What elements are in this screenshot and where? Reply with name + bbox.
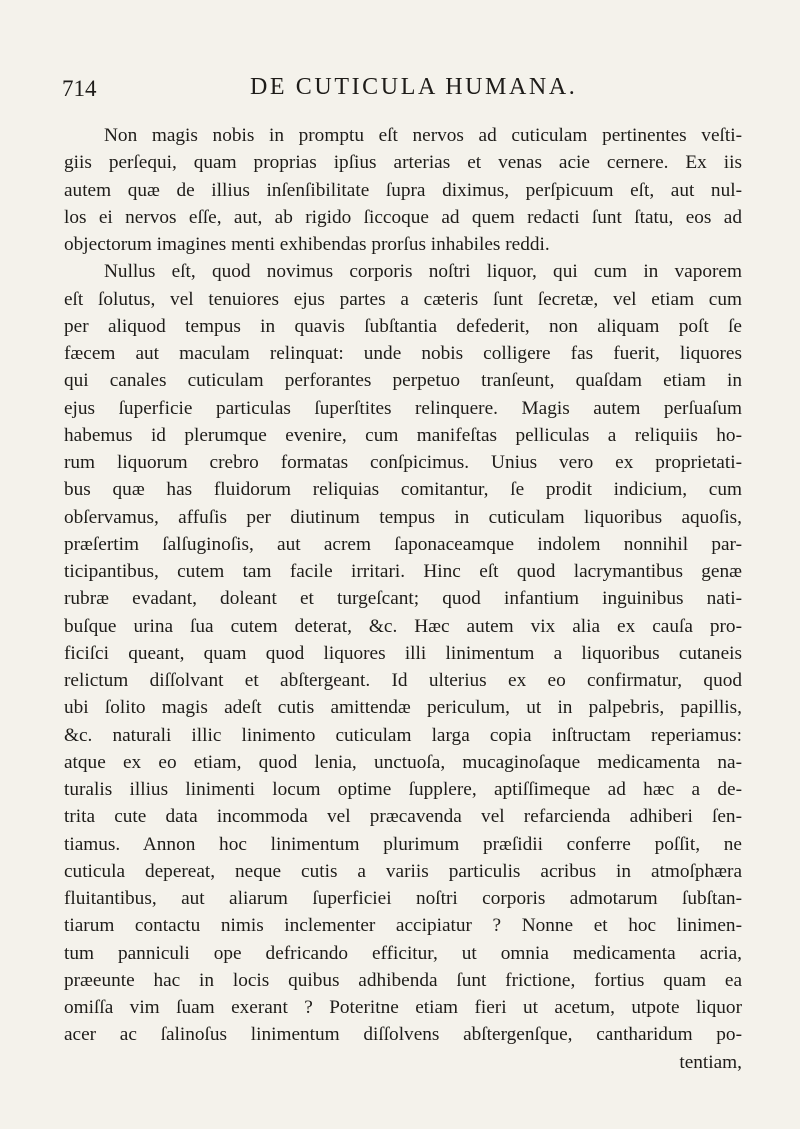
- text-line: objectorum imagines menti exhibendas prorſus inhabiles reddi.: [64, 234, 550, 255]
- text-line: ejus ſuperficie particulas ſuperſtites relinquere. Magis autem perſuaſum: [64, 397, 742, 419]
- text-line: omiſſa vim ſuam exerant ? Poteritne etiam fieri ut acetum, utpote liquor: [64, 997, 742, 1018]
- text-line: acer ac ſalinoſus linimentum diſſolvens abſtergenſque, cantharidum po-: [64, 1024, 742, 1046]
- text-line: Nullus eſt, quod novimus corporis noſtri liquor, qui cum in vaporem: [104, 261, 742, 283]
- text-line: rum liquorum crebro formatas conſpicimus. Unius vero ex proprietati-: [64, 452, 742, 473]
- text-line: autem quæ de illius inſenſibilitate ſupra diximus, perſpicuum eſt, aut nul-: [64, 179, 742, 201]
- text-line: &c. naturali illic linimento cuticulam larga copia inſtructam reperiamus:: [64, 724, 742, 746]
- catchword-line: tentiam,: [679, 1051, 742, 1073]
- text-line: bus quæ has fluidorum reliquias comitantur, ſe prodit indicium, cum: [64, 479, 742, 501]
- running-head: [62, 74, 742, 110]
- body-text: [64, 122, 742, 1076]
- text-line: ubi ſolito magis adeſt cutis amittendæ periculum, ut in palpebris, papillis,: [64, 697, 742, 719]
- text-line: giis perſequi, quam proprias ipſius arterias et venas acie cernere. Ex iis: [64, 152, 742, 174]
- text-line: fluitantibus, aut aliarum ſuperficiei noſtri corporis admotarum ſubſtan-: [64, 888, 742, 909]
- text-line: per aliquod tempus in quavis ſubſtantia defederit, non aliquam poſt ſe: [64, 315, 742, 337]
- text-line: trita cute data incommoda vel præcavenda vel refarcienda adhiberi ſen-: [64, 806, 742, 828]
- text-line: præſertim ſalſuginoſis, aut acrem ſaponaceamque indolem nonnihil par-: [64, 533, 742, 555]
- text-line: qui canales cuticulam perforantes perpetuo tranſeunt, quaſdam etiam in: [64, 370, 742, 392]
- text-line: rubræ evadant, doleant et turgeſcant; quod infantium inguinibus nati-: [64, 588, 742, 610]
- text-line: tiamus. Annon hoc linimentum plurimum præſidii conferre poſſit, ne: [64, 833, 742, 855]
- text-line: obſervamus, affuſis per diutinum tempus in cuticulam liquoribus aquoſis,: [64, 506, 742, 528]
- text-line: ticipantibus, cutem tam facile irritari. Hinc eſt quod lacrymantibus genæ: [64, 561, 742, 582]
- text-line: los ei nervos eſſe, aut, ab rigido ſiccoque ad quem redacti ſunt ſtatu, eos ad: [64, 206, 742, 228]
- running-head-title: DE CUTICULA HUMANA.: [250, 74, 578, 100]
- text-line: eſt ſolutus, vel tenuiores ejus partes a cæteris ſunt ſecretæ, vel etiam cum: [64, 288, 742, 310]
- text-line: fæcem aut maculam relinquat: unde nobis colligere fas fuerit, liquores: [64, 343, 742, 364]
- text-line: habemus id plerumque evenire, cum manifeſtas pelliculas a reliquiis ho-: [64, 424, 742, 446]
- text-line: atque ex eo etiam, quod lenia, unctuoſa, mucaginoſaque medicamenta na-: [64, 751, 742, 773]
- text-line: præeunte hac in locis quibus adhibenda ſunt frictione, fortius quam ea: [64, 969, 742, 991]
- page-number: 714: [62, 76, 97, 101]
- text-line: ficiſci queant, quam quod liquores illi linimentum a liquoribus cutaneis: [64, 642, 742, 664]
- text-line: Non magis nobis in promptu eſt nervos ad cuticulam pertinentes veſti-: [104, 125, 742, 146]
- text-line: tum panniculi ope defricando efficitur, ut omnia medicamenta acria,: [64, 942, 742, 964]
- text-line: relictum diſſolvant et abſtergeant. Id ulterius ex eo confirmatur, quod: [64, 670, 742, 691]
- text-line: buſque urina ſua cutem deterat, &c. Hæc autem vix alia ex cauſa pro-: [64, 615, 742, 637]
- text-line: turalis illius linimenti locum optime ſupplere, aptiſſimeque ad hæc a de-: [64, 779, 742, 800]
- text-line: cuticula depereat, neque cutis a variis particulis acribus in atmoſphæra: [64, 860, 742, 882]
- text-line: tiarum contactu nimis inclementer accipiatur ? Nonne et hoc linimen-: [64, 915, 742, 937]
